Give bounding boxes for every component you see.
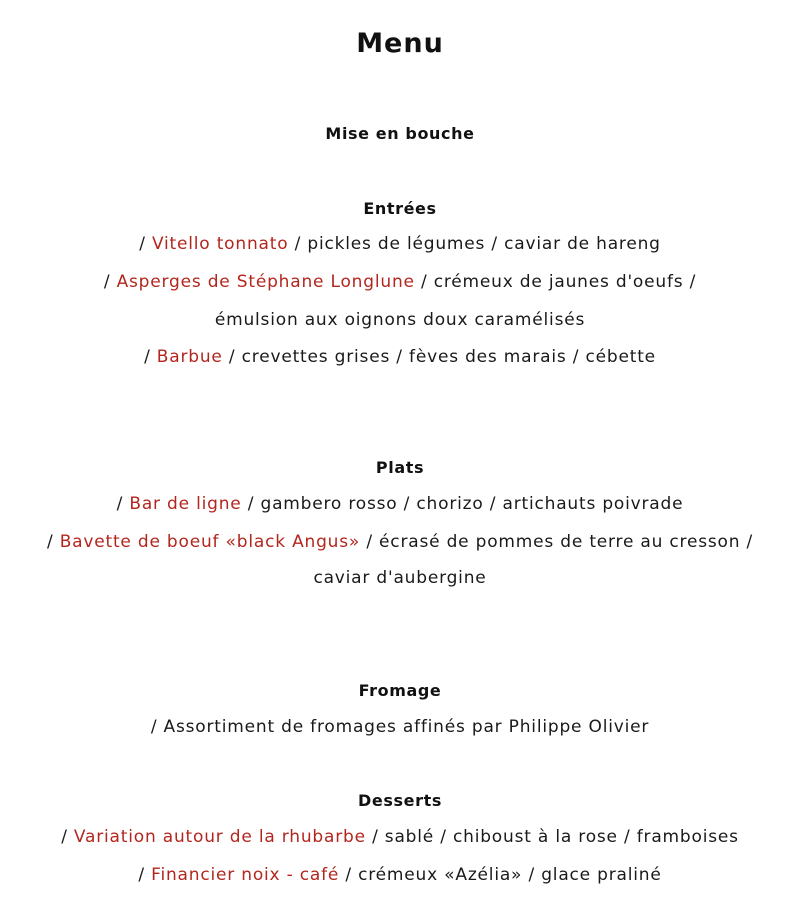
menu-line	[0, 865, 800, 885]
line-prefix: /	[144, 347, 157, 367]
line-prefix: /	[138, 865, 152, 885]
menu-line	[0, 532, 800, 552]
section-title-fromage: Fromage	[358, 681, 442, 700]
line-description: / crevettes grises / fèves des marais / cébette	[222, 347, 656, 367]
line-description: / crémeux de jaunes d'oeufs /	[414, 272, 697, 292]
dish-name: Bar de ligne	[129, 494, 242, 514]
line-prefix: /	[103, 272, 117, 292]
line-prefix: /	[116, 494, 130, 514]
line-description: / écrasé de pommes de terre au cresson /	[360, 532, 754, 552]
line-prefix: /	[61, 827, 74, 847]
line-description: / crémeux «Azélia» / glace praliné	[339, 865, 662, 885]
line-description: caviar d'aubergine	[313, 568, 487, 588]
section-title-mise-en-bouche: Mise en bouche	[325, 124, 475, 143]
section-title-entrees: Entrées	[363, 199, 437, 218]
section-title-desserts: Desserts	[358, 791, 442, 810]
line-description: / sablé / chiboust à la rose / framboises	[365, 827, 739, 847]
dish-name: Barbue	[156, 347, 223, 367]
line-description: / pickles de légumes / caviar de hareng	[288, 234, 661, 254]
line-description: émulsion aux oignons doux caramélisés	[214, 310, 586, 330]
menu-title: Menu	[356, 28, 444, 59]
dish-name: Bavette de boeuf «black Angus»	[59, 532, 361, 552]
menu-line	[0, 310, 800, 330]
menu-line	[0, 827, 800, 847]
menu-line	[0, 568, 800, 588]
menu-line	[0, 347, 800, 367]
menu-line	[0, 234, 800, 254]
line-description: / Assortiment de fromages affinés par Philippe Olivier	[150, 717, 650, 737]
menu-line	[0, 717, 800, 737]
line-prefix: /	[139, 234, 152, 254]
menu-line	[0, 272, 800, 292]
menu-line	[0, 494, 800, 514]
line-description: / gambero rosso / chorizo / artichauts poivrade	[241, 494, 684, 514]
dish-name: Variation autour de la rhubarbe	[73, 827, 366, 847]
dish-name: Vitello tonnato	[151, 234, 289, 254]
dish-name: Financier noix - café	[151, 865, 340, 885]
line-prefix: /	[46, 532, 60, 552]
dish-name: Asperges de Stéphane Longlune	[116, 272, 415, 292]
section-title-plats: Plats	[375, 458, 425, 477]
